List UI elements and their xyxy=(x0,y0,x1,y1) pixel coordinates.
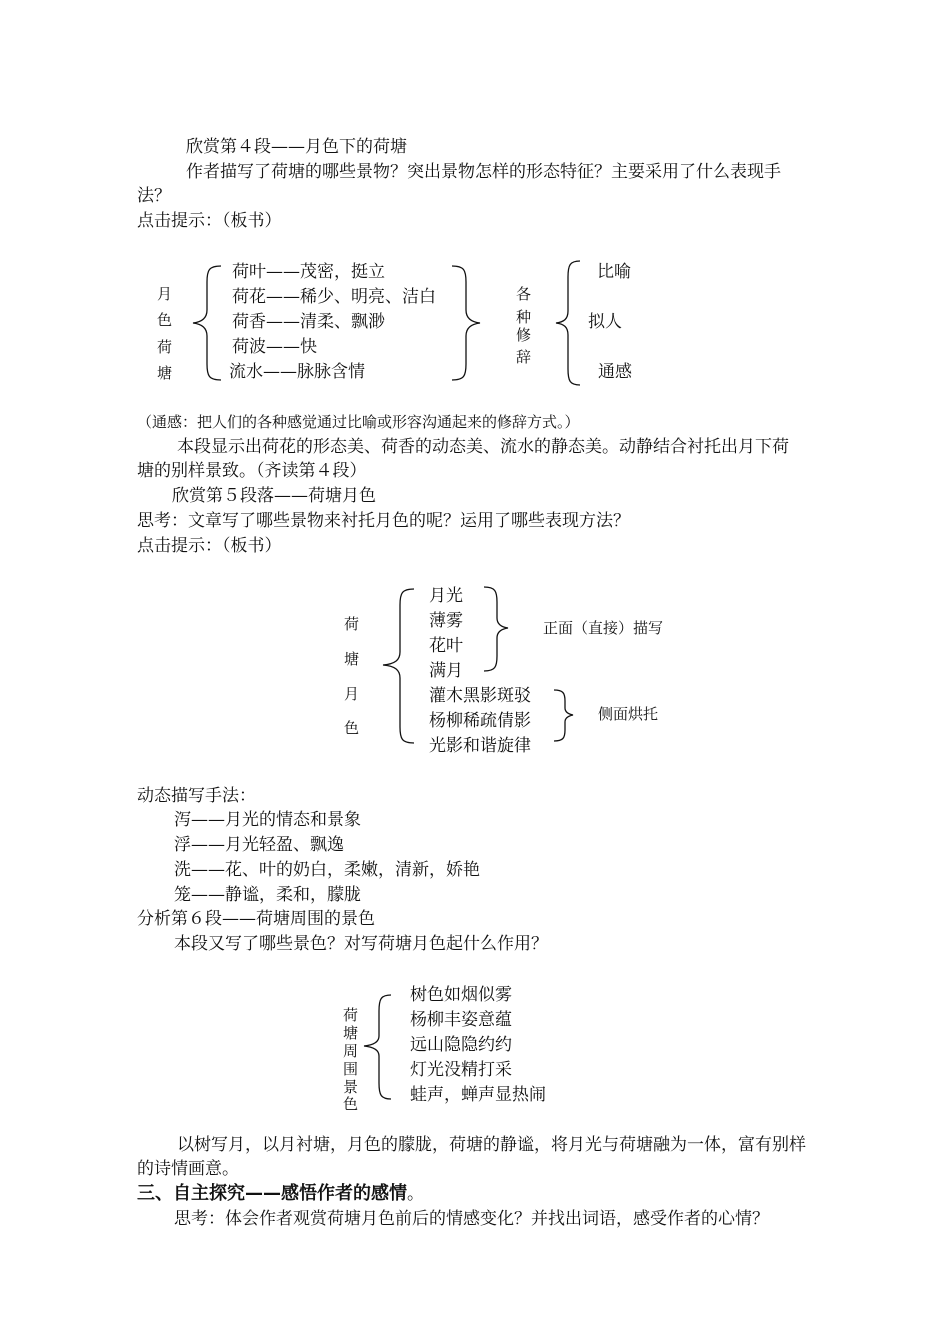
diagram-item: 光影和谐旋律 xyxy=(429,736,531,756)
diagram-vertical-char: 荷 xyxy=(344,615,360,633)
category-label: 侧面烘托 xyxy=(598,705,659,723)
diagram-vertical-char: 荷 xyxy=(157,338,173,356)
diagram-vertical-char: 辞 xyxy=(516,348,532,366)
category-label: 正面（直接）描写 xyxy=(543,619,664,637)
diagram-vertical-char: 种 xyxy=(516,308,532,326)
section-title: 欣赏第４段——月色下的荷塘 xyxy=(186,137,407,157)
diagram-item: 灯光没精打采 xyxy=(410,1060,512,1080)
paragraph: 以树写月，以月衬塘，月色的朦胧，荷塘的静谧，将月光与荷塘融为一体，富有别样 xyxy=(177,1135,806,1155)
diagram-item: 杨柳稀疏倩影 xyxy=(429,711,531,731)
diagram-vertical-char: 各 xyxy=(516,285,532,303)
subheading: 动态描写手法： xyxy=(137,786,256,806)
paragraph: 法？ xyxy=(137,186,171,206)
section-title: 分析第６段——荷塘周围的景色 xyxy=(137,909,375,929)
diagram-item: 荷波——快 xyxy=(232,337,317,357)
diagram-vertical-char: 景 xyxy=(343,1078,359,1096)
diagram-vertical-char: 周 xyxy=(343,1042,359,1060)
left-brace xyxy=(556,261,580,385)
list-item: 笼——静谧，柔和，朦胧 xyxy=(174,885,361,905)
diagram-vertical-char: 塘 xyxy=(344,650,360,668)
diagram-vertical-char: 色 xyxy=(343,1095,359,1113)
left-brace xyxy=(364,995,391,1099)
right-brace xyxy=(484,587,508,671)
diagram-item: 远山隐隐约约 xyxy=(410,1035,512,1055)
right-brace xyxy=(554,690,573,741)
diagram-item: 荷香——清柔、飘渺 xyxy=(232,312,385,332)
paragraph: 思考：体会作者观赏荷塘月色前后的情感变化？并找出词语，感受作者的心情？ xyxy=(174,1209,769,1229)
paragraph: 的诗情画意。 xyxy=(137,1159,239,1179)
rhetoric-item: 比喻 xyxy=(597,262,631,282)
left-brace xyxy=(383,589,414,743)
diagram-vertical-char: 修 xyxy=(516,326,532,344)
hint-label: 点击提示：（板书） xyxy=(137,211,282,231)
heading-period: 。 xyxy=(407,1184,424,1204)
right-brace xyxy=(452,266,480,380)
diagram-vertical-char: 荷 xyxy=(343,1006,359,1024)
diagram-vertical-char: 月 xyxy=(157,285,173,303)
paragraph: 塘的别样景致。（齐读第４段） xyxy=(137,461,367,481)
diagram-vertical-char: 色 xyxy=(344,719,360,737)
diagram-item: 荷叶——茂密，挺立 xyxy=(232,262,385,282)
list-item: 浮——月光轻盈、飘逸 xyxy=(174,835,344,855)
diagram-vertical-char: 月 xyxy=(344,685,360,703)
diagram-vertical-char: 围 xyxy=(343,1060,359,1078)
diagram-item: 花叶 xyxy=(429,636,463,656)
paragraph: 作者描写了荷塘的哪些景物？突出景物怎样的形态特征？主要采用了什么表现手 xyxy=(186,162,781,182)
list-item: 泻——月光的情态和景象 xyxy=(174,810,361,830)
diagram-item: 流水——脉脉含情 xyxy=(229,362,365,382)
diagram-vertical-char: 色 xyxy=(157,311,173,329)
diagram-item: 月光 xyxy=(429,586,463,606)
note: （通感：把人们的各种感觉通过比喻或形容沟通起来的修辞方式。） xyxy=(137,413,580,431)
left-brace xyxy=(193,266,221,380)
rhetoric-item: 通感 xyxy=(598,362,632,382)
diagram-item: 满月 xyxy=(429,661,463,681)
list-item: 洗——花、叶的奶白，柔嫩，清新，娇艳 xyxy=(174,860,480,880)
diagram-item: 薄雾 xyxy=(429,611,463,631)
paragraph: 本段显示出荷花的形态美、荷香的动态美、流水的静态美。动静结合衬托出月下荷 xyxy=(177,437,789,457)
diagram-item: 蛙声，蝉声显热闹 xyxy=(410,1085,546,1105)
section-title: 欣赏第５段落——荷塘月色 xyxy=(172,486,376,506)
rhetoric-item: 拟人 xyxy=(588,312,622,332)
diagram-item: 灌木黑影斑驳 xyxy=(429,686,531,706)
diagram-vertical-char: 塘 xyxy=(157,364,173,382)
paragraph: 本段又写了哪些景色？对写荷塘月色起什么作用？ xyxy=(174,934,548,954)
section-heading xyxy=(137,1183,424,1205)
diagram-item: 杨柳丰姿意蕴 xyxy=(410,1010,512,1030)
heading-text: 三、自主探究——感悟作者的感情 xyxy=(137,1183,407,1204)
paragraph: 思考：文章写了哪些景物来衬托月色的呢？运用了哪些表现方法？ xyxy=(137,511,630,531)
diagram-item: 树色如烟似雾 xyxy=(410,985,512,1005)
diagram-vertical-char: 塘 xyxy=(343,1024,359,1042)
diagram-item: 荷花——稀少、明亮、洁白 xyxy=(232,287,436,307)
hint-label: 点击提示：（板书） xyxy=(137,536,282,556)
